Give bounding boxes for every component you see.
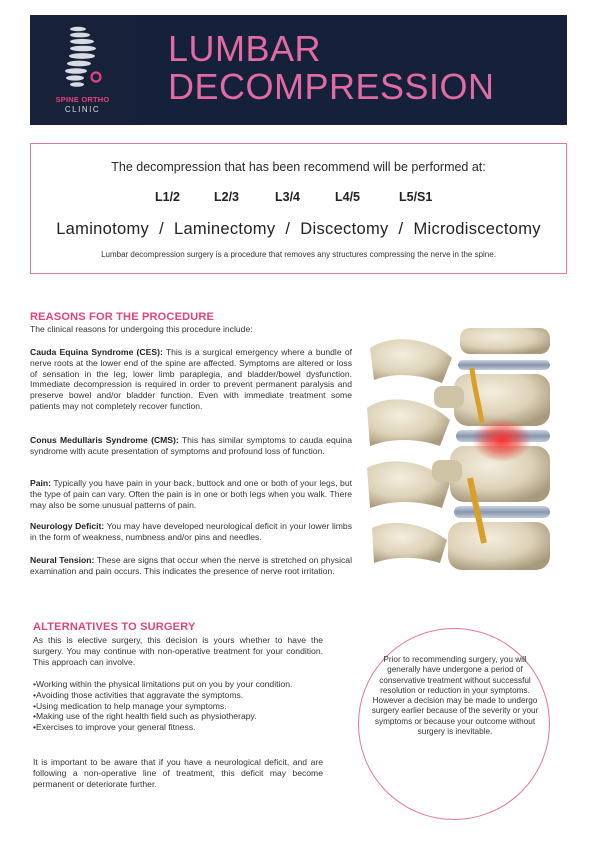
level-option: L3/4 [275, 190, 301, 204]
reason-text: You may have developed neurological deficit in your lower limbs in the form of weakness, numbness and/or pins and needles. [30, 521, 352, 542]
alternatives-closing: It is important to be aware that if you have a neurological deficit, and are following a non-operative line of treatment, this deficit may become permanent or deteriorate further. [33, 757, 323, 789]
logo-subtitle: CLINIC [64, 105, 101, 114]
procedure-lead: The decompression that has been recommend will be performed at: [111, 160, 486, 174]
list-item: •Avoiding those activities that aggravate the symptoms. [33, 689, 244, 700]
level-option: L5/S1 [399, 190, 433, 204]
callout-text: Prior to recommending surgery, you will generally have undergone a period of conservative treatment without successful resolution or reduction in your symptoms. However a decision may be made to undergo surgery earlier because of the severity or your symptoms or because your outcome without surgery is inevitable. [371, 655, 539, 737]
list-item: •Working within the physical limitations put on you by your condition. [33, 679, 293, 689]
procedure-option: Microdiscectomy [413, 220, 541, 238]
procedure-option: Discectomy [300, 220, 389, 238]
separator: / [398, 220, 404, 238]
procedure-options [31, 220, 566, 239]
list-item: •Exercises to improve your general fitness. [33, 722, 196, 733]
reason-text: Typically you have pain in your back, buttock and one or both of your legs, but the type of pain can vary. Often the pain is in one or both legs when you walk. There may also be some unusual patterns of pain. [30, 478, 352, 510]
reason-item [30, 521, 352, 543]
level-option: L1/2 [155, 190, 181, 204]
reasons-intro: The clinical reasons for undergoing this procedure include: [30, 324, 253, 334]
level-option: L2/3 [214, 190, 240, 204]
reason-text: This has similar symptoms to cauda equina syndrome with acute presentation of symptoms and profound loss of function. [30, 435, 352, 456]
page-title [168, 30, 495, 106]
reason-item [30, 478, 352, 510]
list-item: •Making use of the right health field such as physiotherapy. [33, 711, 257, 722]
level-option: L4/5 [335, 190, 361, 204]
reasons-heading: REASONS FOR THE PROCEDURE [30, 311, 215, 323]
title-line-1: LUMBAR [168, 28, 322, 69]
clinic-logo [30, 15, 135, 125]
reason-item [30, 435, 352, 457]
header-banner [30, 15, 567, 125]
procedure-option: Laminectomy [173, 220, 276, 238]
title-line-2: DECOMPRESSION [168, 66, 495, 107]
alternatives-list [33, 679, 323, 733]
procedure-option: Laminotomy [56, 220, 150, 238]
list-item: •Using medication to help manage your symptoms. [33, 700, 227, 711]
procedure-note: Lumbar decompression surgery is a procedure that removes any structures compressing the nerve in the spine. [101, 250, 496, 259]
reason-term: Neural Tension: [30, 555, 95, 565]
alternatives-intro: As this is elective surgery, this decision is yours whether to have the surgery. You may continue with non-operative treatment for your condition. This approach can involve. [33, 635, 323, 667]
reason-item [30, 347, 352, 412]
logo-name: SPINE ORTHO [55, 95, 110, 104]
separator: / [159, 220, 164, 238]
reason-item [30, 555, 352, 577]
alternatives-heading: ALTERNATIVES TO SURGERY [33, 621, 196, 633]
reason-term: Neurology Deficit: [30, 521, 105, 531]
spine-logo-icon [60, 25, 106, 93]
lumbar-spine-image [362, 328, 552, 573]
procedure-box [30, 143, 567, 274]
reason-term: Conus Medullaris Syndrome (CMS): [30, 435, 179, 445]
separator: / [285, 220, 291, 238]
reason-term: Cauda Equina Syndrome (CES): [30, 347, 163, 357]
reason-text: This is a surgical emergency where a bundle of nerve roots at the lower end of the spine are affected. Symptoms are altered or loss of sensation in the leg, lower limb paraplegia, and bladder/bowel dysfunction. Immediate decompression is required in order to prevent permanent paralysis and preserve bowel and/or bladder function. Even with immediate treatment some patients may not completely recover function. [30, 347, 352, 411]
reason-text: These are signs that occur when the nerve is stretched on physical examination and pain occurs. This indicates the presence of nerve root irritation. [30, 555, 352, 576]
reason-term: Pain: [30, 478, 52, 488]
